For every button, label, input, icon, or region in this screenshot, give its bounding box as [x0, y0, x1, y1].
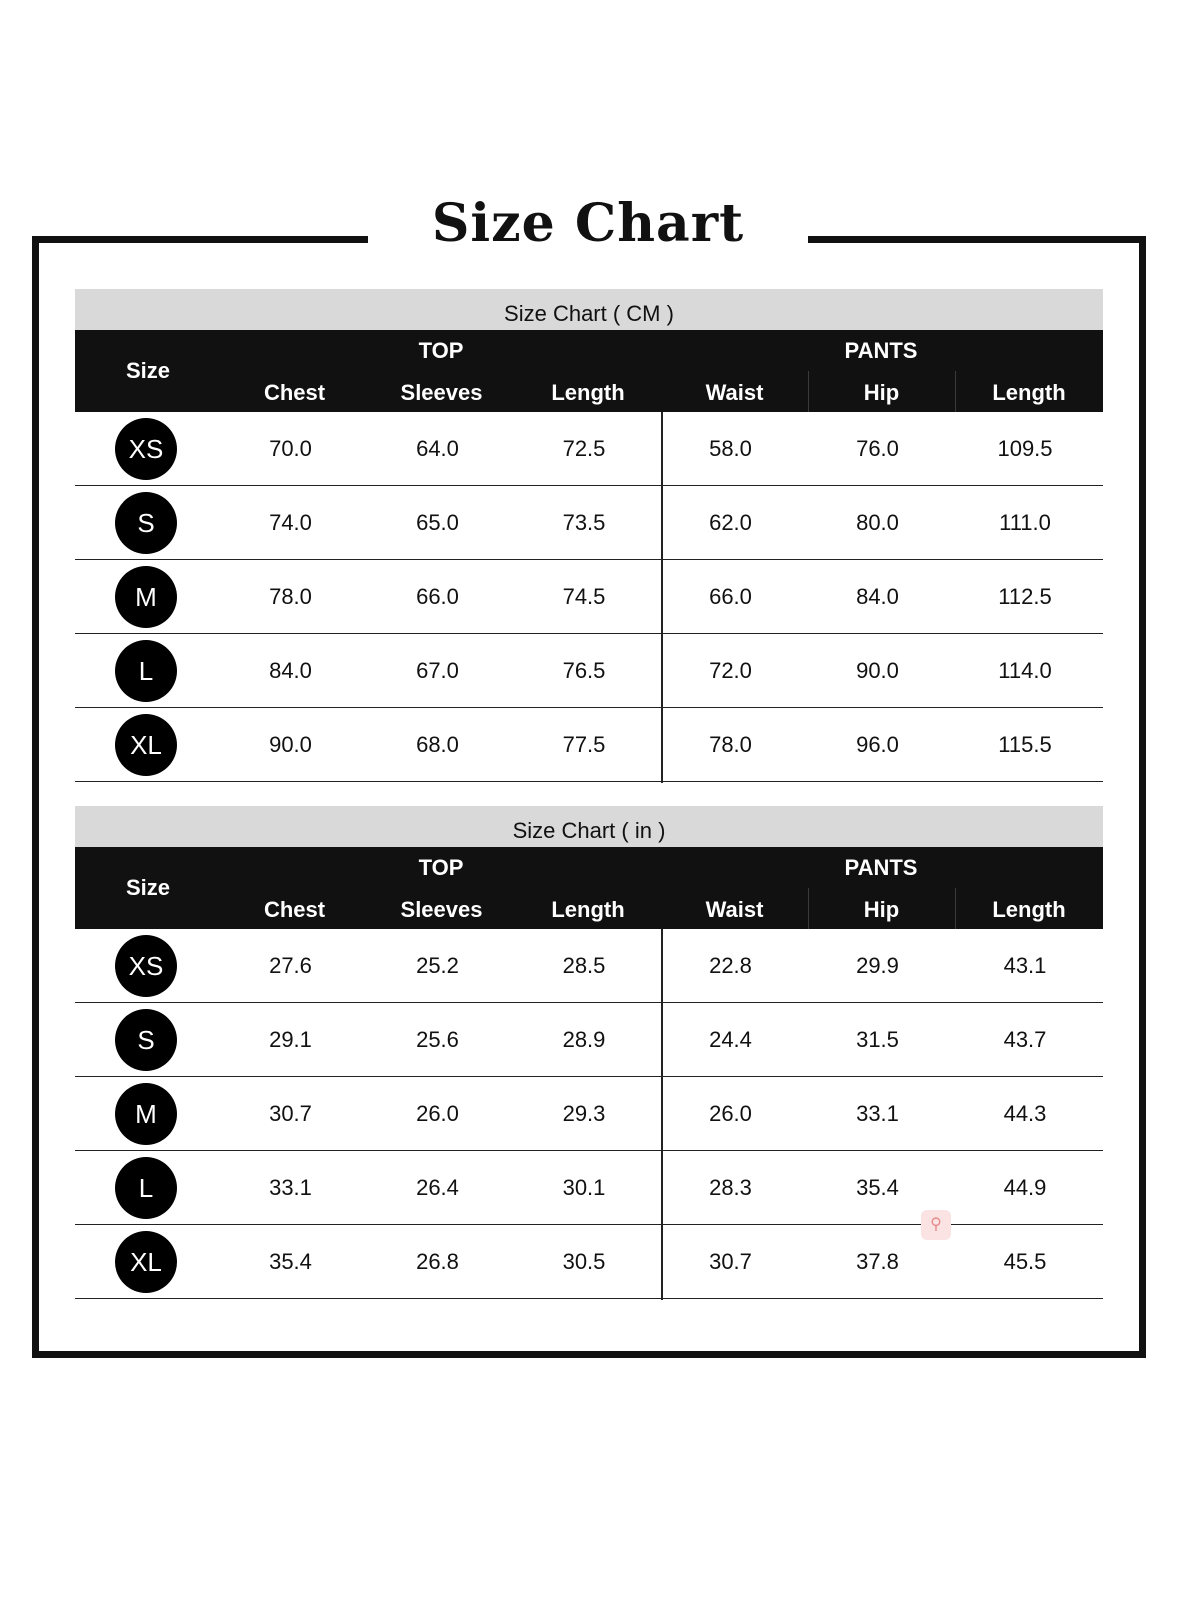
size-badge: XL — [115, 1231, 177, 1293]
group-header: TOP — [418, 855, 464, 880]
table-cell: 44.9 — [1003, 1175, 1047, 1200]
table-header — [75, 847, 1103, 929]
table-cell: 30.5 — [562, 1249, 606, 1274]
top-pants-divider — [661, 560, 663, 635]
size-badge: L — [115, 1157, 177, 1219]
table-cell: 78.0 — [709, 732, 752, 757]
size-badge: S — [115, 492, 177, 554]
column-header: Waist — [705, 897, 764, 922]
table-cell: 22.8 — [709, 953, 752, 978]
size-column-header: Size — [125, 875, 171, 900]
group-header: PANTS — [844, 338, 918, 363]
top-pants-divider — [661, 929, 663, 1004]
size-badge: XS — [115, 935, 177, 997]
top-pants-divider — [661, 1225, 663, 1300]
table-cell: 62.0 — [709, 510, 752, 535]
table-cell: 114.0 — [998, 658, 1052, 683]
table-cell: 29.1 — [269, 1027, 312, 1052]
table-caption: Size Chart ( CM ) — [75, 289, 1103, 330]
table-cell: 26.0 — [709, 1101, 752, 1126]
table-cell: 29.3 — [562, 1101, 606, 1126]
table-cell: 30.7 — [709, 1249, 752, 1274]
table-cell: 76.5 — [562, 658, 606, 683]
table-cell: 64.0 — [416, 436, 459, 461]
top-pants-divider — [661, 634, 663, 709]
table-cell: 25.2 — [416, 953, 459, 978]
table-cell: 66.0 — [709, 584, 752, 609]
column-header: Hip — [863, 897, 900, 922]
top-pants-divider — [661, 412, 663, 487]
size-column-header: Size — [125, 358, 171, 383]
table-cell: 74.0 — [269, 510, 312, 535]
table-header — [75, 330, 1103, 412]
column-header: Sleeves — [400, 380, 483, 405]
table-row — [75, 1077, 1103, 1151]
table-cell: 67.0 — [416, 658, 459, 683]
size-table — [75, 289, 1103, 782]
column-header: Sleeves — [400, 897, 483, 922]
table-cell: 37.8 — [856, 1249, 899, 1274]
column-header: Length — [551, 380, 625, 405]
table-cell: 30.1 — [562, 1175, 606, 1200]
table-cell: 26.4 — [416, 1175, 459, 1200]
table-cell: 45.5 — [1003, 1249, 1047, 1274]
table-cell: 58.0 — [709, 436, 752, 461]
table-cell: 84.0 — [856, 584, 899, 609]
top-pants-divider — [661, 486, 663, 561]
table-cell: 112.5 — [998, 584, 1052, 609]
group-header: TOP — [418, 338, 464, 363]
table-row — [75, 412, 1103, 486]
table-cell: 115.5 — [998, 732, 1052, 757]
table-cell: 24.4 — [709, 1027, 752, 1052]
table-cell: 84.0 — [269, 658, 312, 683]
table-cell: 109.5 — [997, 436, 1053, 461]
table-cell: 90.0 — [269, 732, 312, 757]
header-divider — [808, 371, 809, 412]
top-pants-divider — [661, 708, 663, 783]
top-pants-divider — [661, 1003, 663, 1078]
table-cell: 73.5 — [562, 510, 606, 535]
table-cell: 33.1 — [856, 1101, 899, 1126]
table-row — [75, 560, 1103, 634]
table-cell: 68.0 — [416, 732, 459, 757]
table-cell: 35.4 — [269, 1249, 312, 1274]
table-cell: 31.5 — [856, 1027, 899, 1052]
table-cell: 96.0 — [856, 732, 899, 757]
table-cell: 28.9 — [562, 1027, 606, 1052]
column-header: Hip — [863, 380, 900, 405]
table-cell: 111.0 — [999, 510, 1051, 535]
size-badge: XS — [115, 418, 177, 480]
header-divider — [955, 888, 956, 929]
group-header: PANTS — [844, 855, 918, 880]
table-row — [75, 486, 1103, 560]
table-cell: 66.0 — [416, 584, 459, 609]
table-cell: 70.0 — [269, 436, 312, 461]
column-header: Length — [551, 897, 625, 922]
table-cell: 26.8 — [416, 1249, 459, 1274]
table-cell: 29.9 — [856, 953, 899, 978]
table-cell: 43.1 — [1003, 953, 1047, 978]
column-header: Chest — [263, 897, 326, 922]
table-cell: 78.0 — [269, 584, 312, 609]
table-cell: 25.6 — [416, 1027, 459, 1052]
table-caption: Size Chart ( in ) — [75, 806, 1103, 847]
magnifier-icon: ⚲ — [921, 1210, 951, 1240]
table-cell: 77.5 — [562, 732, 606, 757]
page-title: Size Chart — [431, 193, 745, 254]
header-divider — [955, 371, 956, 412]
table-cell: 43.7 — [1003, 1027, 1047, 1052]
table-row — [75, 929, 1103, 1003]
table-cell: 44.3 — [1003, 1101, 1047, 1126]
column-header: Length — [992, 897, 1066, 922]
table-cell: 28.3 — [709, 1175, 752, 1200]
size-badge: S — [115, 1009, 177, 1071]
table-cell: 26.0 — [416, 1101, 459, 1126]
header-divider — [808, 888, 809, 929]
table-cell: 80.0 — [856, 510, 899, 535]
table-cell: 72.5 — [562, 436, 606, 461]
table-cell: 30.7 — [269, 1101, 312, 1126]
top-pants-divider — [661, 1077, 663, 1152]
table-row — [75, 634, 1103, 708]
table-cell: 74.5 — [562, 584, 606, 609]
table-cell: 28.5 — [562, 953, 606, 978]
table-cell: 35.4 — [856, 1175, 899, 1200]
column-header: Length — [992, 380, 1066, 405]
table-cell: 27.6 — [269, 953, 312, 978]
table-cell: 76.0 — [856, 436, 899, 461]
table-row — [75, 1003, 1103, 1077]
size-badge: L — [115, 640, 177, 702]
column-header: Chest — [263, 380, 326, 405]
table-cell: 33.1 — [269, 1175, 312, 1200]
top-pants-divider — [661, 1151, 663, 1226]
table-cell: 72.0 — [709, 658, 752, 683]
size-badge: M — [115, 1083, 177, 1145]
table-row — [75, 708, 1103, 782]
size-badge: XL — [115, 714, 177, 776]
size-badge: M — [115, 566, 177, 628]
table-cell: 65.0 — [416, 510, 459, 535]
column-header: Waist — [705, 380, 764, 405]
table-cell: 90.0 — [856, 658, 899, 683]
